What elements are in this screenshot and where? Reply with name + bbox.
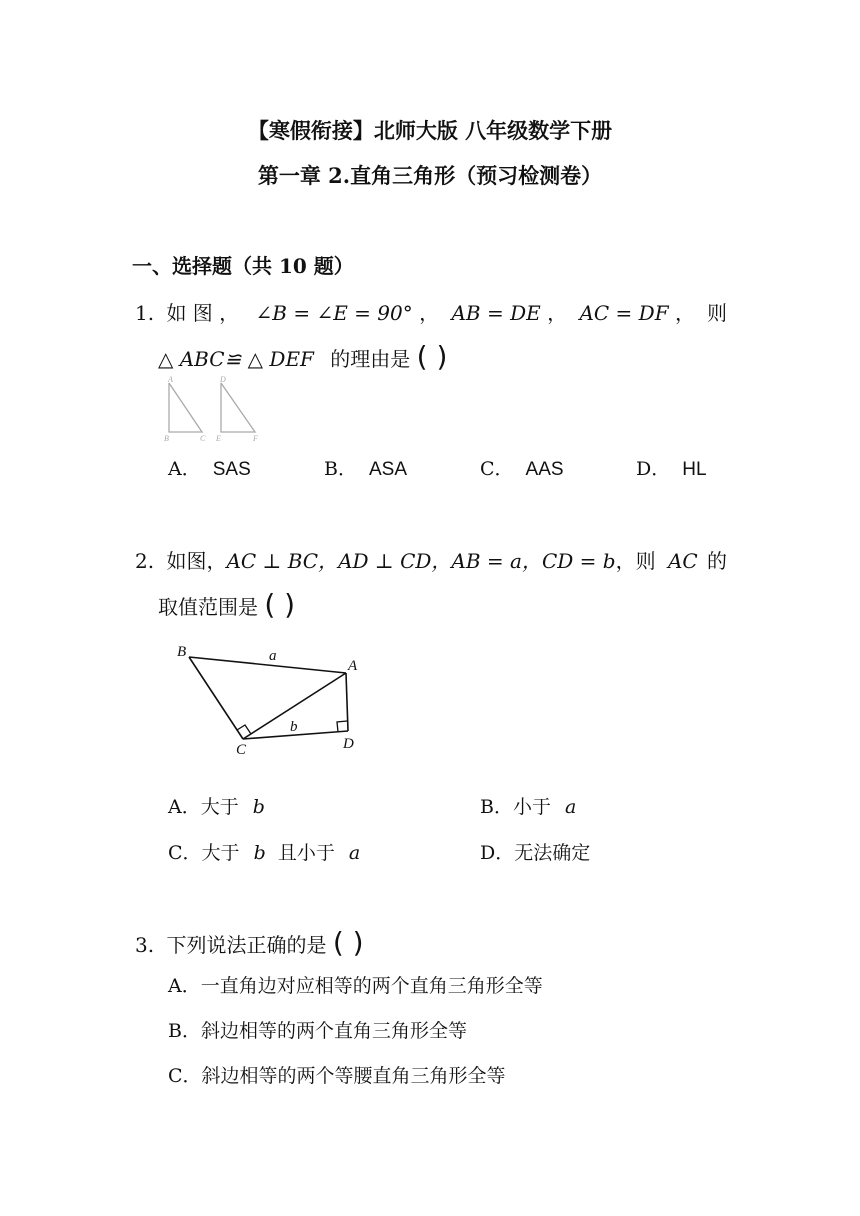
q2-segment-bc bbox=[189, 657, 243, 739]
q2-option-c-var2: a bbox=[348, 842, 361, 864]
q2-range-text: 取值范围是 bbox=[158, 595, 258, 619]
q2-option-c-letter: C． bbox=[168, 842, 202, 864]
q2-label-a: A bbox=[348, 658, 358, 674]
q1-triangle-abc bbox=[169, 383, 202, 432]
q2-label-c: C bbox=[236, 742, 247, 758]
q1-option-a-text: SAS bbox=[212, 459, 251, 480]
q2-option-c-text: 大于 bbox=[201, 842, 240, 864]
q2-label-a-side: a bbox=[269, 648, 277, 664]
q3-option-c-text: 斜边相等的两个等腰直角三角形全等 bbox=[201, 1065, 506, 1087]
q2-figure bbox=[170, 638, 370, 758]
q2-option-a-letter: A． bbox=[168, 796, 201, 818]
q1-line1 bbox=[135, 297, 695, 326]
q1-label-f: F bbox=[253, 434, 258, 443]
q1-label-a: A bbox=[168, 375, 173, 384]
q1-option-c-letter: C． bbox=[480, 458, 514, 480]
q3-option-b[interactable] bbox=[168, 1016, 467, 1043]
section-heading: 一、选择题（共 10 题） bbox=[132, 254, 354, 278]
q3-option-c[interactable] bbox=[168, 1061, 506, 1088]
q3-option-a-text: 一直角边对应相等的两个直角三角形全等 bbox=[200, 975, 543, 997]
q1-option-c[interactable] bbox=[480, 454, 564, 481]
q1-option-d-letter: D． bbox=[636, 458, 671, 480]
q2-conditions: AC ⊥ BC，AD ⊥ CD，AB = a，CD = b bbox=[226, 549, 616, 573]
q3-answer-paren[interactable]: ( ) bbox=[332, 926, 364, 959]
q1-label-b: B bbox=[164, 434, 169, 443]
q1-intro: 如 图 ， bbox=[166, 301, 240, 325]
q2-option-c[interactable] bbox=[168, 838, 360, 865]
q1-label-d: D bbox=[220, 375, 226, 384]
q2-option-a[interactable] bbox=[168, 792, 265, 819]
q1-cond-angles: ∠B = ∠E = 90° bbox=[255, 301, 413, 325]
doc-title: 【寒假衔接】北师大版 八年级数学下册 bbox=[247, 118, 613, 143]
q1-label-e: E bbox=[216, 434, 221, 443]
q3-option-b-text: 斜边相等的两个直角三角形全等 bbox=[200, 1020, 467, 1042]
q2-label-b-side: b bbox=[290, 719, 298, 735]
q3-number: 3. bbox=[135, 933, 155, 957]
q1-label-c: C bbox=[200, 434, 206, 443]
q2-line1 bbox=[135, 545, 698, 574]
q1-reason-text: 的理由是 bbox=[330, 347, 411, 371]
q1-option-d[interactable] bbox=[636, 454, 707, 481]
q2-segment-ab bbox=[189, 657, 346, 673]
doc-subtitle: 第一章 2.直角三角形（预习检测卷） bbox=[257, 163, 603, 188]
q1-congruence: △ ABC≌ △ DEF bbox=[158, 347, 314, 371]
q2-option-d[interactable] bbox=[480, 838, 590, 865]
q2-option-d-text: 无法确定 bbox=[514, 842, 591, 864]
q2-ac: AC bbox=[667, 549, 698, 573]
q2-option-d-letter: D． bbox=[480, 842, 515, 864]
q2-segment-ad bbox=[346, 673, 348, 731]
q2-line2 bbox=[158, 588, 295, 621]
q1-option-b[interactable] bbox=[324, 454, 407, 481]
q1-cond-ab-de: AB = DE bbox=[451, 301, 541, 325]
q2-label-b: B bbox=[177, 644, 187, 660]
q2-label-d: D bbox=[343, 736, 354, 752]
q3-stem: 下列说法正确的是 bbox=[166, 933, 327, 957]
q1-option-c-text: AAS bbox=[525, 459, 564, 480]
q2-then: ，则 bbox=[615, 549, 656, 573]
q3-line1 bbox=[135, 926, 364, 959]
q2-option-b-var: a bbox=[565, 796, 577, 818]
q1-option-b-text: ASA bbox=[368, 459, 407, 480]
q1-figure bbox=[160, 375, 270, 445]
q2-option-b-text: 小于 bbox=[512, 796, 551, 818]
q1-line2 bbox=[158, 340, 447, 373]
q2-intro: 如图， bbox=[166, 549, 227, 573]
q2-option-b-letter: B． bbox=[480, 796, 513, 818]
q1-option-a-letter: A． bbox=[168, 458, 201, 480]
q3-option-a[interactable] bbox=[168, 971, 543, 998]
q1-sep3: ， bbox=[674, 301, 695, 325]
q1-triangle-def bbox=[221, 383, 255, 432]
q1-then: 则 bbox=[707, 301, 727, 325]
q2-right-angle-d bbox=[337, 721, 347, 732]
q2-option-b[interactable] bbox=[480, 792, 576, 819]
q1-option-a[interactable] bbox=[168, 454, 251, 481]
q3-option-a-letter: A． bbox=[168, 975, 201, 997]
q1-option-b-letter: B． bbox=[324, 458, 357, 480]
q1-sep1: ， bbox=[419, 301, 440, 325]
q2-option-a-text: 大于 bbox=[200, 796, 239, 818]
q2-answer-paren[interactable]: ( ) bbox=[264, 588, 296, 621]
q1-answer-paren[interactable]: ( ) bbox=[416, 340, 448, 373]
q1-number: 1. bbox=[135, 301, 155, 325]
q2-option-a-var: b bbox=[252, 796, 265, 818]
q2-option-c-tail: 且小于 bbox=[277, 842, 335, 864]
q3-option-b-letter: B． bbox=[168, 1020, 201, 1042]
q1-option-d-text: HL bbox=[682, 459, 707, 480]
q2-option-c-var: b bbox=[253, 842, 266, 864]
q1-cond-ac-df: AC = DF bbox=[579, 301, 669, 325]
q2-de: 的 bbox=[707, 549, 727, 573]
q2-number: 2. bbox=[135, 549, 155, 573]
q3-option-c-letter: C． bbox=[168, 1065, 202, 1087]
q1-sep2: ， bbox=[547, 301, 568, 325]
